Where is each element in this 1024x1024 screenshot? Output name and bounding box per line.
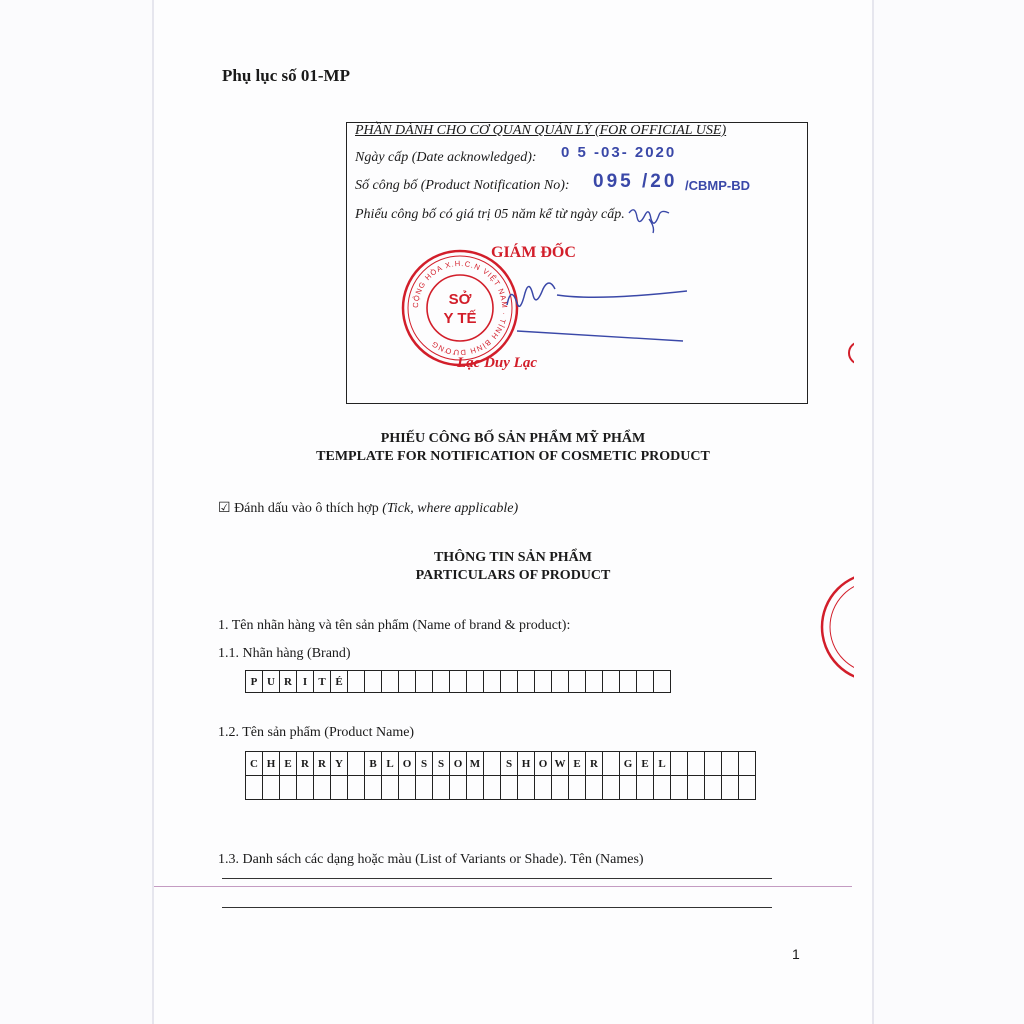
product-char-cell: Y <box>331 752 348 776</box>
question-1-label: 1. Tên nhãn hàng và tên sản phẩm (Name of brand & product): <box>218 618 571 633</box>
form-title-vi: PHIẾU CÔNG BỐ SẢN PHẨM MỸ PHẨM <box>380 431 646 446</box>
answer-line-1 <box>222 878 772 879</box>
director-title: GIÁM ĐỐC <box>491 244 576 261</box>
brand-char-cell <box>501 671 518 693</box>
product-char-cell: C <box>246 752 263 776</box>
page-number: 1 <box>792 946 800 962</box>
product-char-cell <box>501 776 518 800</box>
product-char-cell: S <box>416 752 433 776</box>
product-char-cell <box>603 752 620 776</box>
product-name-row-2 <box>246 776 756 800</box>
product-char-cell <box>331 776 348 800</box>
product-char-cell: H <box>263 752 280 776</box>
product-char-cell: O <box>399 752 416 776</box>
left-frame <box>0 0 154 1024</box>
brand-char-cell <box>382 671 399 693</box>
brand-char-cell <box>450 671 467 693</box>
product-char-cell <box>484 752 501 776</box>
official-use-box <box>346 122 808 404</box>
product-char-cell: G <box>620 752 637 776</box>
brand-char-cell <box>348 671 365 693</box>
seal-center-line-2: Y TẾ <box>443 310 477 327</box>
product-char-cell <box>348 776 365 800</box>
question-1-1-label: 1.1. Nhãn hàng (Brand) <box>218 646 351 661</box>
product-char-cell <box>569 776 586 800</box>
product-char-cell <box>654 776 671 800</box>
initials-signature <box>625 203 675 235</box>
product-char-cell <box>467 776 484 800</box>
brand-char-cell <box>467 671 484 693</box>
product-char-cell: E <box>637 752 654 776</box>
brand-char-cell: U <box>263 671 280 693</box>
product-char-cell: S <box>433 752 450 776</box>
product-char-cell <box>263 776 280 800</box>
pink-divider <box>154 886 852 887</box>
date-acknowledged-label: Ngày cấp (Date acknowledged): <box>355 150 537 165</box>
product-char-cell: L <box>382 752 399 776</box>
signer-name: Lạc Duy Lạc <box>457 355 537 371</box>
brand-char-cell <box>586 671 603 693</box>
product-char-cell <box>382 776 399 800</box>
section-title-en: PARTICULARS OF PRODUCT <box>415 568 611 583</box>
notification-no-label: Số công bố (Product Notification No): <box>355 178 570 193</box>
product-char-cell <box>739 776 756 800</box>
brand-char-cell: P <box>246 671 263 693</box>
product-char-cell: R <box>586 752 603 776</box>
product-char-cell <box>348 752 365 776</box>
product-char-cell <box>722 776 739 800</box>
brand-char-cell <box>484 671 501 693</box>
product-char-cell <box>620 776 637 800</box>
tick-instruction-en: (Tick, where applicable) <box>382 501 519 516</box>
product-char-cell <box>433 776 450 800</box>
product-char-cell <box>280 776 297 800</box>
product-char-cell: S <box>501 752 518 776</box>
product-char-cell <box>246 776 263 800</box>
question-1-3-label: 1.3. Danh sách các dạng hoặc màu (List of Variants or Shade). Tên (Names) <box>218 852 644 867</box>
annex-heading: Phụ lục số 01-MP <box>222 66 350 85</box>
product-char-cell: E <box>569 752 586 776</box>
product-char-cell <box>450 776 467 800</box>
brand-char-cell: R <box>280 671 297 693</box>
notification-no-stamp: 095 /20 <box>593 171 678 192</box>
edge-seal-fragment <box>806 568 854 686</box>
product-char-cell: O <box>535 752 552 776</box>
official-use-header: PHẦN DÀNH CHO CƠ QUAN QUẢN LÝ (FOR OFFICIAL USE) <box>355 123 727 138</box>
product-char-cell <box>688 776 705 800</box>
brand-char-cell <box>399 671 416 693</box>
director-signature <box>497 271 687 351</box>
seal-ring-text: CỘNG HÒA X.H.C.N VIỆT NAM · TỈNH BÌNH DƯƠNG <box>410 258 510 358</box>
brand-char-cell <box>603 671 620 693</box>
product-char-cell: R <box>297 752 314 776</box>
product-char-cell <box>365 776 382 800</box>
brand-char-cell <box>416 671 433 693</box>
svg-text:CỘNG HÒA X.H.C.N VIỆT NAM · TỈ <box>411 259 509 357</box>
product-char-cell <box>297 776 314 800</box>
form-title-en: TEMPLATE FOR NOTIFICATION OF COSMETIC PRODUCT <box>316 449 710 464</box>
product-name-grid <box>245 751 756 800</box>
product-char-cell <box>484 776 501 800</box>
tick-instruction-vi: Đánh dấu vào ô thích hợp <box>234 501 379 516</box>
brand-char-cell <box>637 671 654 693</box>
product-char-cell <box>399 776 416 800</box>
edge-seal-mark <box>846 342 854 364</box>
product-char-cell: W <box>552 752 569 776</box>
seal-center-line-1: SỞ <box>448 291 472 308</box>
section-title <box>154 549 872 585</box>
brand-char-cell <box>518 671 535 693</box>
checkbox-icon: ☑ <box>218 501 231 516</box>
product-char-cell <box>586 776 603 800</box>
question-1-2-label: 1.2. Tên sản phẩm (Product Name) <box>218 725 415 740</box>
notification-no-suffix: /CBMP-BD <box>685 178 750 193</box>
brand-char-cell <box>535 671 552 693</box>
brand-char-cell <box>620 671 637 693</box>
section-title-vi: THÔNG TIN SẢN PHẨM <box>433 550 593 565</box>
product-char-cell <box>552 776 569 800</box>
brand-char-cell: T <box>314 671 331 693</box>
validity-note: Phiếu công bố có giá trị 05 năm kể từ ngày cấp. <box>355 207 625 222</box>
brand-char-cell <box>552 671 569 693</box>
product-char-cell <box>671 776 688 800</box>
tick-instruction <box>218 500 518 517</box>
product-char-cell <box>705 776 722 800</box>
product-char-cell: O <box>450 752 467 776</box>
product-char-cell: B <box>365 752 382 776</box>
product-char-cell: R <box>314 752 331 776</box>
brand-char-cell <box>569 671 586 693</box>
product-char-cell <box>314 776 331 800</box>
product-char-cell <box>518 776 535 800</box>
product-char-cell <box>535 776 552 800</box>
product-char-cell <box>416 776 433 800</box>
brand-char-cell <box>365 671 382 693</box>
product-char-cell: H <box>518 752 535 776</box>
answer-line-2 <box>222 907 772 908</box>
product-char-cell <box>722 752 739 776</box>
product-char-cell <box>739 752 756 776</box>
right-frame <box>872 0 1024 1024</box>
product-char-cell: L <box>654 752 671 776</box>
brand-char-cell <box>433 671 450 693</box>
product-char-cell <box>688 752 705 776</box>
date-acknowledged-stamp: 0 5 -03- 2020 <box>561 144 677 161</box>
product-char-cell <box>671 752 688 776</box>
product-name-row-1 <box>246 752 756 776</box>
brand-grid <box>245 670 671 693</box>
product-char-cell <box>603 776 620 800</box>
product-char-cell: E <box>280 752 297 776</box>
product-char-cell <box>637 776 654 800</box>
product-char-cell: M <box>467 752 484 776</box>
form-title <box>154 430 872 466</box>
product-char-cell <box>705 752 722 776</box>
brand-char-cell: É <box>331 671 348 693</box>
brand-grid-row <box>246 671 671 693</box>
brand-char-cell <box>654 671 671 693</box>
brand-char-cell: I <box>297 671 314 693</box>
